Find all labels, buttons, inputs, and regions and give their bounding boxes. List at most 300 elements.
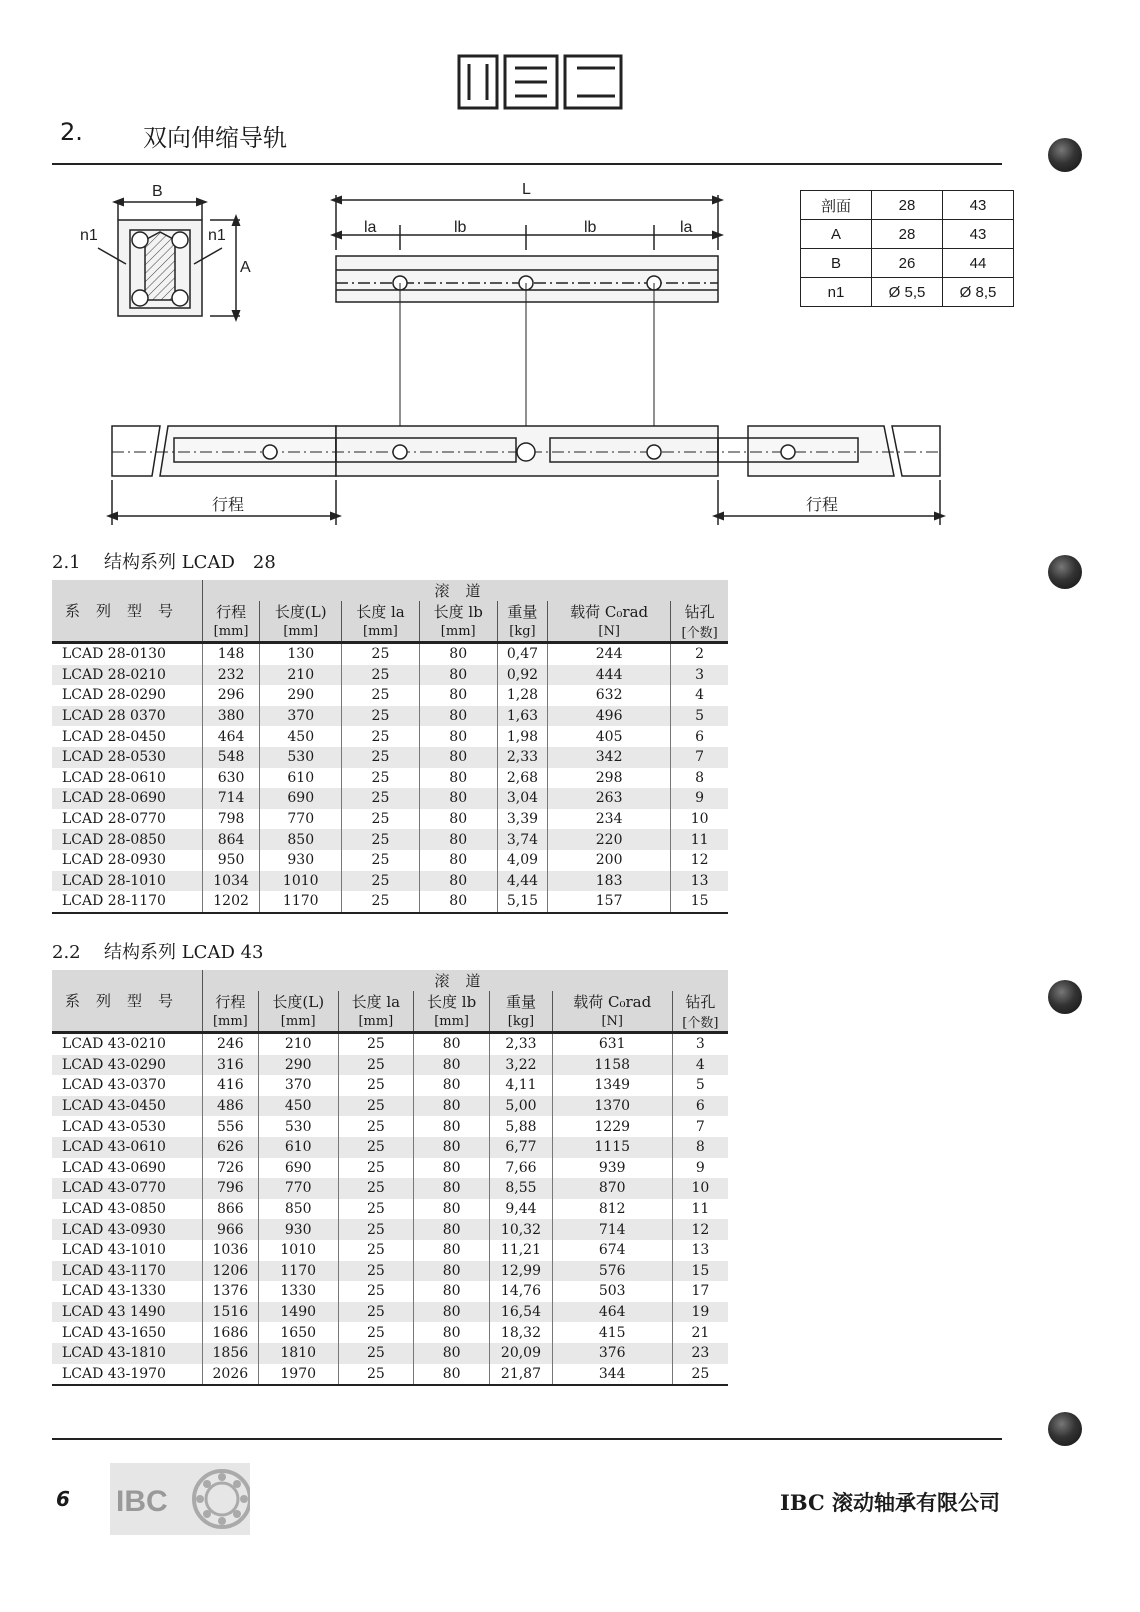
label-A: A <box>240 259 251 276</box>
column-header: 行程 <box>203 601 260 622</box>
header-rule <box>52 163 1002 165</box>
model-cell: LCAD 43-0290 <box>52 1055 203 1076</box>
value-cell: 200 <box>548 850 671 871</box>
section-number: 2. <box>60 118 83 146</box>
column-header: 长度 la <box>342 601 419 622</box>
label-B: B <box>152 183 163 200</box>
table-row <box>52 665 728 686</box>
value-cell: 380 <box>203 706 260 727</box>
spec-cell: Ø 5,5 <box>872 278 943 307</box>
value-cell: 503 <box>552 1281 672 1302</box>
model-cell: LCAD 28-0850 <box>52 829 203 850</box>
value-cell: 0,92 <box>497 665 547 686</box>
value-cell: 1516 <box>203 1302 259 1323</box>
value-cell: 80 <box>413 1116 489 1137</box>
value-cell: 370 <box>260 706 342 727</box>
model-cell: LCAD 28-0290 <box>62 687 166 704</box>
value-cell: 5,00 <box>490 1096 552 1117</box>
value-cell: 80 <box>413 1178 489 1199</box>
value-cell: 244 <box>548 643 671 665</box>
value-cell: 864 <box>203 829 260 850</box>
hole-punch <box>1048 980 1082 1014</box>
value-cell: 21,87 <box>490 1364 552 1386</box>
value-cell: 966 <box>203 1219 259 1240</box>
value-cell: 17 <box>672 1281 728 1302</box>
unit-header: [mm] <box>342 622 419 643</box>
value-cell: 13 <box>672 1240 728 1261</box>
value-cell: 25 <box>342 850 419 871</box>
profile-spec-table <box>800 190 1014 307</box>
value-cell: 25 <box>338 1055 413 1076</box>
model-cell: LCAD 43-1650 <box>62 1324 166 1341</box>
lcad-43-table <box>52 970 728 1386</box>
table-row <box>52 871 728 892</box>
value-cell: 25 <box>342 726 419 747</box>
value-cell: 5 <box>671 706 728 727</box>
value-cell: 25 <box>342 891 419 913</box>
value-cell: 80 <box>419 871 497 892</box>
table-row <box>52 1178 728 1199</box>
column-header: 长度 la <box>338 991 413 1012</box>
value-cell: 12 <box>672 1219 728 1240</box>
value-cell: 812 <box>552 1199 672 1220</box>
table-row <box>52 1219 728 1240</box>
hole-punch <box>1048 555 1082 589</box>
value-cell: 80 <box>413 1199 489 1220</box>
spec-cell: 43 <box>943 220 1014 249</box>
unit-header: [mm] <box>419 622 497 643</box>
table-row <box>52 1302 728 1323</box>
value-cell: 232 <box>203 665 260 686</box>
value-cell: 25 <box>342 706 419 727</box>
value-cell: 690 <box>258 1158 338 1179</box>
table-row <box>52 643 728 665</box>
value-cell: 1970 <box>258 1364 338 1386</box>
table-row <box>52 1096 728 1117</box>
value-cell: 80 <box>413 1075 489 1096</box>
ibc-bearing-logo <box>110 1463 250 1535</box>
unit-header: [N] <box>548 622 671 643</box>
value-cell: 20,09 <box>490 1343 552 1364</box>
spec-cell: 剖面 <box>801 191 872 220</box>
column-header: 长度 lb <box>413 991 489 1012</box>
model-cell: LCAD 43 1490 <box>52 1302 203 1323</box>
value-cell: 1376 <box>203 1281 259 1302</box>
model-cell: LCAD 28-0770 <box>62 811 166 828</box>
value-cell: 3,22 <box>490 1055 552 1076</box>
table-row <box>52 1261 728 1282</box>
unit-header: [mm] <box>203 1012 259 1033</box>
model-cell: LCAD 43-0370 <box>62 1077 166 1094</box>
value-cell: 405 <box>548 726 671 747</box>
value-cell: 486 <box>203 1096 259 1117</box>
value-cell: 12 <box>671 850 728 871</box>
section-title: 双向伸缩导轨 <box>143 124 287 152</box>
table-row <box>52 1055 728 1076</box>
spec-cell: 44 <box>943 249 1014 278</box>
value-cell: 950 <box>203 850 260 871</box>
table-row <box>52 1116 728 1137</box>
value-cell: 25 <box>338 1199 413 1220</box>
value-cell: 3,74 <box>497 829 547 850</box>
footer-rule <box>52 1438 1002 1440</box>
model-cell: LCAD 43-1010 <box>62 1242 166 1259</box>
value-cell: 370 <box>258 1075 338 1096</box>
value-cell: 21 <box>672 1322 728 1343</box>
value-cell: 610 <box>258 1137 338 1158</box>
unit-header: [mm] <box>338 1012 413 1033</box>
value-cell: 3,04 <box>497 788 547 809</box>
model-cell: LCAD 28-0130 <box>62 646 166 663</box>
value-cell: 25 <box>342 685 419 706</box>
value-cell: 450 <box>258 1096 338 1117</box>
value-cell: 556 <box>203 1116 259 1137</box>
unit-header: [mm] <box>413 1012 489 1033</box>
table-row <box>52 706 728 727</box>
value-cell: 7,66 <box>490 1158 552 1179</box>
value-cell: 80 <box>413 1281 489 1302</box>
side-view-upper <box>336 195 718 452</box>
value-cell: 80 <box>419 891 497 913</box>
value-cell: 80 <box>419 685 497 706</box>
value-cell: 14,76 <box>490 1281 552 1302</box>
value-cell: 13 <box>671 871 728 892</box>
value-cell: 1010 <box>260 871 342 892</box>
value-cell: 1490 <box>258 1302 338 1323</box>
table-row <box>52 1364 728 1386</box>
column-header: 钻孔 <box>671 601 728 622</box>
value-cell: 80 <box>413 1033 489 1055</box>
value-cell: 630 <box>203 768 260 789</box>
table-row <box>52 1033 728 1055</box>
value-cell: 80 <box>413 1240 489 1261</box>
unit-header: [个数] <box>672 1012 728 1033</box>
value-cell: 6,77 <box>490 1137 552 1158</box>
value-cell: 25 <box>338 1302 413 1323</box>
value-cell: 9 <box>672 1158 728 1179</box>
subsection-heading-2-2: 2.2 结构系列 LCAD 43 <box>52 942 264 963</box>
column-header: 载荷 C₀rad <box>548 601 671 622</box>
value-cell: 183 <box>548 871 671 892</box>
spec-row <box>801 278 1014 307</box>
value-cell: 1,28 <box>497 685 547 706</box>
value-cell: 25 <box>342 747 419 768</box>
value-cell: 80 <box>413 1055 489 1076</box>
column-header: 长度(L) <box>258 991 338 1012</box>
model-cell: LCAD 28-0690 <box>52 788 203 809</box>
value-cell: 4 <box>671 685 728 706</box>
value-cell: 80 <box>419 768 497 789</box>
value-cell: 674 <box>552 1240 672 1261</box>
value-cell: 246 <box>203 1033 259 1055</box>
spec-cell: A <box>801 220 872 249</box>
value-cell: 866 <box>203 1199 259 1220</box>
table-row <box>52 850 728 871</box>
spec-row <box>801 249 1014 278</box>
value-cell: 714 <box>203 788 260 809</box>
value-cell: 263 <box>548 788 671 809</box>
value-cell: 130 <box>260 643 342 665</box>
spec-header-row <box>801 191 1014 220</box>
value-cell: 1202 <box>203 891 260 913</box>
value-cell: 25 <box>338 1158 413 1179</box>
subsection-heading-2-1: 2.1 结构系列 LCAD 28 <box>52 552 276 573</box>
value-cell: 1170 <box>258 1261 338 1282</box>
value-cell: 4,11 <box>490 1075 552 1096</box>
page-number: 6 <box>56 1487 70 1511</box>
table-row <box>52 809 728 830</box>
value-cell: 444 <box>548 665 671 686</box>
value-cell: 25 <box>338 1281 413 1302</box>
value-cell: 12,99 <box>490 1261 552 1282</box>
value-cell: 11,21 <box>490 1240 552 1261</box>
value-cell: 530 <box>260 747 342 768</box>
value-cell: 3 <box>672 1033 728 1055</box>
value-cell: 25 <box>338 1343 413 1364</box>
value-cell: 25 <box>338 1364 413 1386</box>
value-cell: 25 <box>342 788 419 809</box>
value-cell: 15 <box>672 1261 728 1282</box>
value-cell: 25 <box>338 1261 413 1282</box>
model-cell: LCAD 43-1970 <box>52 1364 203 1386</box>
label-L: L <box>522 181 531 198</box>
value-cell: 6 <box>672 1096 728 1117</box>
column-header: 行程 <box>203 991 259 1012</box>
value-cell: 870 <box>552 1178 672 1199</box>
value-cell: 4 <box>672 1055 728 1076</box>
label-la-left: la <box>364 219 377 236</box>
value-cell: 3,39 <box>497 809 547 830</box>
unit-header: [mm] <box>203 622 260 643</box>
value-cell: 576 <box>552 1261 672 1282</box>
value-cell: 1370 <box>552 1096 672 1117</box>
value-cell: 939 <box>552 1158 672 1179</box>
label-stroke-left: 行程 <box>212 497 245 514</box>
value-cell: 850 <box>260 829 342 850</box>
value-cell: 8 <box>671 768 728 789</box>
value-cell: 415 <box>552 1322 672 1343</box>
table-row <box>52 788 728 809</box>
unit-header: [N] <box>552 1012 672 1033</box>
value-cell: 80 <box>419 850 497 871</box>
model-cell: LCAD 28-1010 <box>52 871 203 892</box>
value-cell: 23 <box>672 1343 728 1364</box>
value-cell: 210 <box>258 1033 338 1055</box>
value-cell: 234 <box>548 809 671 830</box>
value-cell: 2 <box>671 643 728 665</box>
hole-punch <box>1048 1412 1082 1446</box>
svg-text:IBC: IBC <box>116 1485 168 1518</box>
cross-section-view <box>98 200 240 316</box>
unit-header: [kg] <box>497 622 547 643</box>
value-cell: 19 <box>672 1302 728 1323</box>
table-row <box>52 1343 728 1364</box>
value-cell: 770 <box>258 1178 338 1199</box>
value-cell: 1170 <box>260 891 342 913</box>
model-cell: LCAD 28-0610 <box>62 769 166 786</box>
value-cell: 690 <box>260 788 342 809</box>
column-header: 钻孔 <box>672 991 728 1012</box>
model-cell: LCAD 28-0210 <box>52 665 203 686</box>
value-cell: 15 <box>671 891 728 913</box>
value-cell: 632 <box>548 685 671 706</box>
value-cell: 1115 <box>552 1137 672 1158</box>
value-cell: 770 <box>260 809 342 830</box>
group-header: 滚道 <box>203 580 729 601</box>
ibc-logo <box>455 52 625 112</box>
table-row <box>52 1137 728 1158</box>
table-row <box>52 726 728 747</box>
value-cell: 5,15 <box>497 891 547 913</box>
model-cell: LCAD 28-0930 <box>62 852 166 869</box>
value-cell: 850 <box>258 1199 338 1220</box>
value-cell: 9,44 <box>490 1199 552 1220</box>
value-cell: 1856 <box>203 1343 259 1364</box>
value-cell: 450 <box>260 726 342 747</box>
value-cell: 1036 <box>203 1240 259 1261</box>
label-n1-left: n1 <box>80 227 98 244</box>
model-cell: LCAD 43-0610 <box>52 1137 203 1158</box>
value-cell: 80 <box>419 829 497 850</box>
value-cell: 80 <box>413 1302 489 1323</box>
spec-cell: 28 <box>872 220 943 249</box>
value-cell: 798 <box>203 809 260 830</box>
value-cell: 25 <box>338 1075 413 1096</box>
value-cell: 80 <box>413 1158 489 1179</box>
model-cell: LCAD 43-0450 <box>52 1096 203 1117</box>
model-cell: LCAD 43-1330 <box>62 1283 166 1300</box>
value-cell: 157 <box>548 891 671 913</box>
value-cell: 148 <box>203 643 260 665</box>
value-cell: 296 <box>203 685 260 706</box>
table-row <box>52 829 728 850</box>
value-cell: 1158 <box>552 1055 672 1076</box>
value-cell: 1349 <box>552 1075 672 1096</box>
lcad-28-table <box>52 580 728 914</box>
value-cell: 10 <box>671 809 728 830</box>
value-cell: 18,32 <box>490 1322 552 1343</box>
value-cell: 290 <box>260 685 342 706</box>
value-cell: 80 <box>413 1219 489 1240</box>
value-cell: 11 <box>671 829 728 850</box>
value-cell: 25 <box>342 829 419 850</box>
value-cell: 4,09 <box>497 850 547 871</box>
model-cell: LCAD 43-0530 <box>62 1118 166 1135</box>
unit-header: [mm] <box>260 622 342 643</box>
value-cell: 80 <box>413 1364 489 1386</box>
column-header: 长度 lb <box>419 601 497 622</box>
value-cell: 344 <box>552 1364 672 1386</box>
value-cell: 80 <box>419 706 497 727</box>
table-row <box>52 768 728 789</box>
value-cell: 7 <box>671 747 728 768</box>
value-cell: 3 <box>671 665 728 686</box>
spec-cell: 43 <box>943 191 1014 220</box>
value-cell: 290 <box>258 1055 338 1076</box>
value-cell: 80 <box>419 809 497 830</box>
value-cell: 25 <box>342 768 419 789</box>
value-cell: 25 <box>342 871 419 892</box>
value-cell: 2,68 <box>497 768 547 789</box>
value-cell: 1,63 <box>497 706 547 727</box>
value-cell: 416 <box>203 1075 259 1096</box>
label-n1-right: n1 <box>208 227 226 244</box>
value-cell: 25 <box>338 1219 413 1240</box>
value-cell: 9 <box>671 788 728 809</box>
value-cell: 10 <box>672 1178 728 1199</box>
value-cell: 1810 <box>258 1343 338 1364</box>
value-cell: 25 <box>672 1364 728 1386</box>
value-cell: 1034 <box>203 871 260 892</box>
value-cell: 0,47 <box>497 643 547 665</box>
value-cell: 930 <box>258 1219 338 1240</box>
value-cell: 930 <box>260 850 342 871</box>
value-cell: 80 <box>413 1096 489 1117</box>
column-header: 载荷 C₀rad <box>552 991 672 1012</box>
value-cell: 1010 <box>258 1240 338 1261</box>
label-stroke-right: 行程 <box>806 497 839 514</box>
value-cell: 25 <box>338 1033 413 1055</box>
value-cell: 530 <box>258 1116 338 1137</box>
spec-row <box>801 220 1014 249</box>
value-cell: 80 <box>419 726 497 747</box>
table-row <box>52 891 728 913</box>
model-cell: LCAD 43-0850 <box>62 1201 166 1218</box>
model-cell: LCAD 28-1170 <box>52 891 203 913</box>
spec-cell: 28 <box>872 191 943 220</box>
value-cell: 626 <box>203 1137 259 1158</box>
value-cell: 25 <box>338 1178 413 1199</box>
unit-header: [mm] <box>258 1012 338 1033</box>
value-cell: 496 <box>548 706 671 727</box>
group-header: 滚道 <box>203 970 729 991</box>
value-cell: 2,33 <box>497 747 547 768</box>
value-cell: 1229 <box>552 1116 672 1137</box>
value-cell: 8 <box>672 1137 728 1158</box>
value-cell: 5 <box>672 1075 728 1096</box>
table-row <box>52 1240 728 1261</box>
value-cell: 1686 <box>203 1322 259 1343</box>
value-cell: 25 <box>338 1116 413 1137</box>
model-cell: LCAD 28-0530 <box>52 747 203 768</box>
model-header: 系列型号 <box>52 580 203 643</box>
value-cell: 80 <box>413 1261 489 1282</box>
model-cell: LCAD 43-0770 <box>52 1178 203 1199</box>
model-cell: LCAD 28-0450 <box>62 728 166 745</box>
value-cell: 80 <box>419 665 497 686</box>
column-header: 长度(L) <box>260 601 342 622</box>
value-cell: 80 <box>419 747 497 768</box>
value-cell: 5,88 <box>490 1116 552 1137</box>
value-cell: 210 <box>260 665 342 686</box>
column-header: 重量 <box>490 991 552 1012</box>
value-cell: 342 <box>548 747 671 768</box>
table-row <box>52 1158 728 1179</box>
value-cell: 80 <box>413 1137 489 1158</box>
value-cell: 25 <box>338 1240 413 1261</box>
value-cell: 464 <box>552 1302 672 1323</box>
table-row <box>52 1199 728 1220</box>
value-cell: 25 <box>338 1322 413 1343</box>
label-la-right: la <box>680 219 693 236</box>
column-header: 重量 <box>497 601 547 622</box>
model-cell: LCAD 28 0370 <box>52 706 203 727</box>
value-cell: 548 <box>203 747 260 768</box>
value-cell: 220 <box>548 829 671 850</box>
value-cell: 2026 <box>203 1364 259 1386</box>
value-cell: 10,32 <box>490 1219 552 1240</box>
value-cell: 8,55 <box>490 1178 552 1199</box>
